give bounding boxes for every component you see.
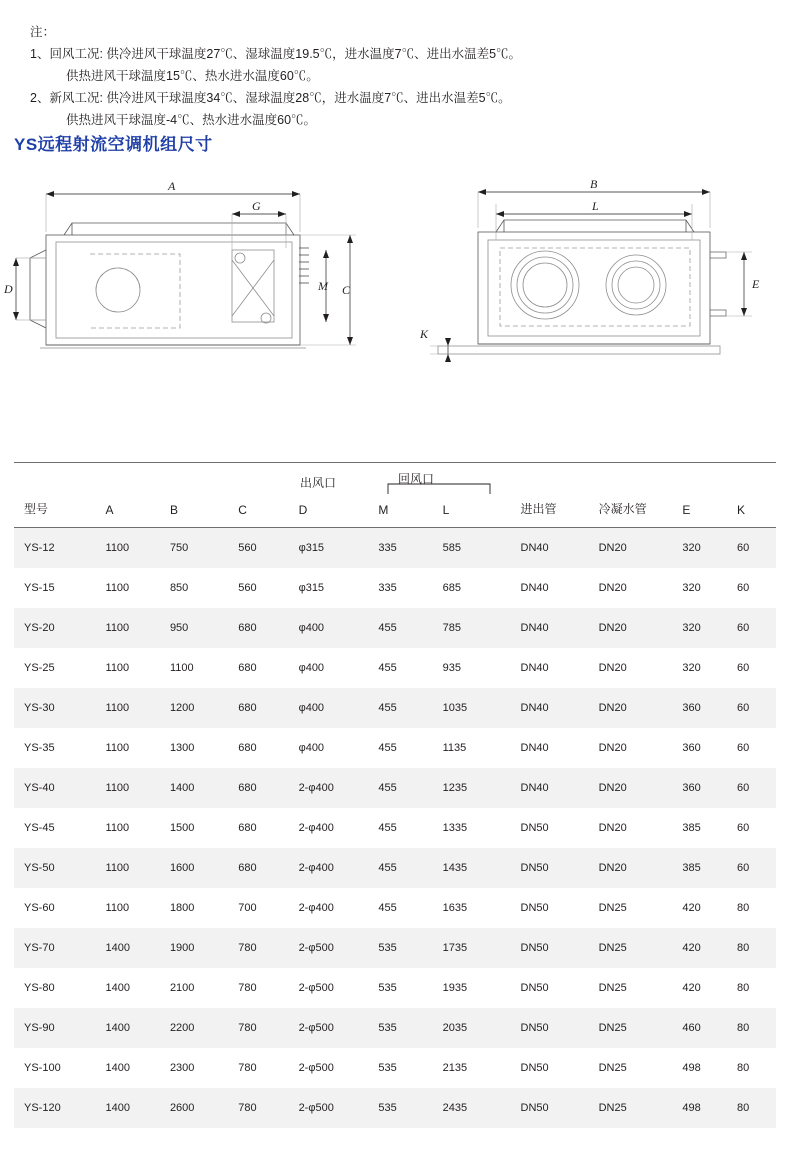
table-body bbox=[14, 528, 776, 1129]
note-line-2: 供热进风干球温度15℃、热水进水温度60℃。 bbox=[66, 68, 319, 83]
cell-c: 680 bbox=[238, 822, 257, 834]
cell-b: 1100 bbox=[169, 662, 194, 674]
cell-b: 1900 bbox=[170, 928, 238, 968]
cell-pipe: DN40 bbox=[520, 742, 549, 754]
cell-k: 60 bbox=[736, 662, 750, 674]
cell-m: 455 bbox=[378, 822, 397, 834]
cell-c: 780 bbox=[238, 1008, 298, 1048]
cell-m: 455 bbox=[378, 688, 442, 728]
col-header-c: C bbox=[238, 463, 298, 528]
table-row bbox=[14, 928, 776, 968]
cell-condensate: DN20 bbox=[599, 688, 683, 728]
cell-condensate: DN20 bbox=[599, 608, 683, 648]
table-row bbox=[14, 648, 776, 688]
group-header-outlet: 出风口 bbox=[300, 476, 337, 490]
cell-pipe: DN40 bbox=[520, 662, 549, 674]
cell-k: 80 bbox=[737, 1008, 776, 1048]
cell-e: 498 bbox=[682, 1088, 737, 1128]
cell-l: 2135 bbox=[442, 1062, 468, 1074]
cell-k: 60 bbox=[737, 768, 776, 808]
cell-condensate: DN20 bbox=[598, 822, 627, 834]
cell-e: 360 bbox=[682, 768, 737, 808]
cell-b: 1800 bbox=[169, 902, 195, 914]
cell-b: 1200 bbox=[170, 688, 238, 728]
cell-model: YS-12 bbox=[14, 528, 106, 569]
cell-model: YS-15 bbox=[24, 582, 55, 594]
dim-label-M: M bbox=[318, 279, 328, 293]
cell-condensate: DN20 bbox=[598, 662, 627, 674]
cell-a: 1400 bbox=[106, 1008, 170, 1048]
table-row bbox=[14, 608, 776, 648]
cell-m: 455 bbox=[378, 768, 442, 808]
col-header-d: D bbox=[299, 463, 379, 528]
cell-c: 680 bbox=[238, 768, 298, 808]
dim-label-D: D bbox=[4, 282, 13, 296]
cell-condensate: DN25 bbox=[598, 902, 627, 914]
cell-model: YS-20 bbox=[14, 608, 106, 648]
cell-condensate: DN20 bbox=[599, 528, 683, 569]
cell-e: 320 bbox=[682, 662, 701, 674]
cell-k: 80 bbox=[736, 982, 750, 994]
cell-l: 1935 bbox=[442, 982, 468, 994]
cell-c: 700 bbox=[238, 902, 257, 914]
dimension-drawing bbox=[0, 170, 790, 430]
cell-pipe: DN50 bbox=[520, 822, 549, 834]
cell-c: 680 bbox=[238, 662, 257, 674]
cell-model: YS-80 bbox=[24, 982, 55, 994]
cell-d: 2-φ500 bbox=[298, 982, 334, 994]
cell-a: 1400 bbox=[105, 1062, 130, 1074]
cell-l: 2435 bbox=[443, 1088, 521, 1128]
cell-e: 420 bbox=[682, 928, 737, 968]
cell-k: 60 bbox=[737, 608, 776, 648]
cell-condensate: DN20 bbox=[599, 768, 683, 808]
cell-m: 335 bbox=[378, 582, 397, 594]
cell-l: 935 bbox=[442, 662, 461, 674]
dim-label-A: A bbox=[168, 179, 176, 193]
cell-k: 60 bbox=[736, 742, 750, 754]
cell-d: φ400 bbox=[299, 688, 379, 728]
table-row bbox=[14, 528, 776, 569]
col-header-l: L bbox=[443, 463, 521, 528]
cell-model: YS-30 bbox=[14, 688, 106, 728]
cell-d: 2-φ500 bbox=[299, 928, 379, 968]
cell-a: 1100 bbox=[105, 902, 130, 914]
cell-d: 2-φ400 bbox=[298, 822, 334, 834]
cell-a: 1100 bbox=[105, 742, 130, 754]
table-row bbox=[14, 848, 776, 888]
cell-m: 455 bbox=[378, 848, 442, 888]
cell-b: 1300 bbox=[169, 742, 195, 754]
cell-d: φ400 bbox=[299, 608, 379, 648]
cell-b: 2100 bbox=[169, 982, 195, 994]
table-row bbox=[14, 568, 776, 608]
cell-model: YS-50 bbox=[14, 848, 106, 888]
cell-a: 1400 bbox=[106, 928, 170, 968]
dim-label-E: E bbox=[752, 277, 760, 291]
cell-l: 1435 bbox=[443, 848, 521, 888]
cell-b: 850 bbox=[169, 582, 189, 594]
table-row bbox=[14, 808, 776, 848]
cell-c: 680 bbox=[238, 608, 298, 648]
dim-label-C: C bbox=[342, 283, 351, 297]
cell-l: 1235 bbox=[443, 768, 521, 808]
cell-c: 560 bbox=[238, 528, 298, 569]
cell-l: 585 bbox=[443, 528, 521, 569]
cell-k: 60 bbox=[737, 848, 776, 888]
cell-a: 1400 bbox=[105, 982, 130, 994]
cell-a: 1100 bbox=[106, 608, 170, 648]
cell-e: 385 bbox=[682, 822, 701, 834]
cell-model: YS-25 bbox=[24, 662, 55, 674]
notes-title: 注： bbox=[30, 25, 56, 39]
cell-m: 455 bbox=[378, 902, 397, 914]
col-header-m: M bbox=[378, 463, 442, 528]
cell-pipe: DN50 bbox=[521, 928, 599, 968]
note-line-4: 供热进风干球温度-4℃、热水进水温度60℃。 bbox=[66, 112, 317, 127]
cell-d: 2-φ500 bbox=[299, 1008, 379, 1048]
cell-model: YS-120 bbox=[14, 1088, 106, 1128]
cell-m: 335 bbox=[378, 528, 442, 569]
cell-m: 535 bbox=[378, 928, 442, 968]
cell-d: φ315 bbox=[299, 528, 379, 569]
dim-label-L: L bbox=[592, 199, 599, 213]
cell-c: 780 bbox=[238, 1088, 298, 1128]
cell-l: 685 bbox=[442, 582, 461, 594]
cell-m: 455 bbox=[378, 608, 442, 648]
cell-a: 1100 bbox=[105, 662, 130, 674]
cell-pipe: DN50 bbox=[521, 848, 599, 888]
cell-pipe: DN50 bbox=[521, 1088, 599, 1128]
cell-k: 60 bbox=[737, 688, 776, 728]
cell-e: 360 bbox=[682, 688, 737, 728]
dim-label-G: G bbox=[252, 199, 261, 213]
note-line-1: 1、回风工况: 供冷进风干球温度27℃、湿球温度19.5℃，进水温度7℃、进出水温差5℃。 bbox=[30, 46, 522, 61]
cell-condensate: DN20 bbox=[598, 582, 627, 594]
table-row bbox=[14, 968, 776, 1008]
cell-k: 80 bbox=[736, 902, 750, 914]
cell-pipe: DN40 bbox=[521, 528, 599, 569]
col-header-b: B bbox=[170, 463, 238, 528]
col-header-a: A bbox=[106, 463, 170, 528]
cell-model: YS-70 bbox=[14, 928, 106, 968]
table-header bbox=[14, 463, 776, 528]
cell-b: 1400 bbox=[170, 768, 238, 808]
col-header-e: E bbox=[682, 463, 737, 528]
cell-model: YS-100 bbox=[24, 1062, 61, 1074]
cell-a: 1400 bbox=[106, 1088, 170, 1128]
cell-condensate: DN25 bbox=[598, 982, 627, 994]
table-row bbox=[14, 888, 776, 928]
cell-e: 385 bbox=[682, 848, 737, 888]
cell-condensate: DN25 bbox=[599, 1008, 683, 1048]
cell-d: φ315 bbox=[298, 582, 325, 594]
table-row bbox=[14, 688, 776, 728]
cell-m: 455 bbox=[378, 742, 397, 754]
cell-model: YS-90 bbox=[14, 1008, 106, 1048]
cell-b: 1500 bbox=[169, 822, 195, 834]
cell-model: YS-60 bbox=[24, 902, 55, 914]
spec-table bbox=[14, 462, 776, 1128]
cell-e: 320 bbox=[682, 582, 701, 594]
cell-l: 1335 bbox=[442, 822, 468, 834]
cell-m: 535 bbox=[378, 1088, 442, 1128]
cell-condensate: DN25 bbox=[599, 928, 683, 968]
note-line-3: 2、新风工况: 供冷进风干球温度34℃、湿球温度28℃，进水温度7℃、进出水温差5℃。 bbox=[30, 90, 511, 105]
cell-a: 1100 bbox=[106, 848, 170, 888]
cell-d: 2-φ400 bbox=[299, 768, 379, 808]
cell-d: 2-φ500 bbox=[299, 1088, 379, 1128]
cell-e: 498 bbox=[682, 1062, 701, 1074]
notes-block bbox=[30, 22, 760, 131]
cell-model: YS-35 bbox=[24, 742, 55, 754]
cell-c: 780 bbox=[238, 982, 257, 994]
cell-k: 60 bbox=[737, 528, 776, 569]
table-row bbox=[14, 768, 776, 808]
cell-e: 360 bbox=[682, 742, 701, 754]
cell-b: 1600 bbox=[170, 848, 238, 888]
cell-a: 1100 bbox=[106, 768, 170, 808]
cell-c: 680 bbox=[238, 848, 298, 888]
cell-m: 535 bbox=[378, 1062, 397, 1074]
cell-c: 560 bbox=[238, 582, 257, 594]
cell-k: 80 bbox=[737, 1088, 776, 1128]
cell-k: 80 bbox=[736, 1062, 750, 1074]
cell-a: 1100 bbox=[105, 582, 130, 594]
cell-b: 950 bbox=[170, 608, 238, 648]
dim-label-B: B bbox=[590, 177, 598, 191]
cell-e: 320 bbox=[682, 608, 737, 648]
cell-e: 460 bbox=[682, 1008, 737, 1048]
cell-l: 2035 bbox=[443, 1008, 521, 1048]
col-header-condensate: 冷凝水管 bbox=[599, 463, 683, 528]
cell-l: 1735 bbox=[443, 928, 521, 968]
cell-e: 420 bbox=[682, 982, 701, 994]
cell-k: 60 bbox=[736, 822, 750, 834]
cell-m: 535 bbox=[378, 982, 397, 994]
cell-condensate: DN25 bbox=[599, 1088, 683, 1128]
cell-pipe: DN50 bbox=[520, 1062, 549, 1074]
col-header-k: K bbox=[737, 463, 776, 528]
cell-c: 680 bbox=[238, 688, 298, 728]
cell-pipe: DN50 bbox=[521, 1008, 599, 1048]
group-header-inlet: 回风口 bbox=[398, 472, 435, 486]
cell-pipe: DN40 bbox=[521, 688, 599, 728]
cell-model: YS-45 bbox=[24, 822, 55, 834]
cell-b: 2600 bbox=[170, 1088, 238, 1128]
table-row bbox=[14, 1088, 776, 1128]
cell-l: 1635 bbox=[442, 902, 468, 914]
cell-d: φ400 bbox=[298, 662, 325, 674]
cell-a: 1100 bbox=[106, 528, 170, 569]
cell-d: φ400 bbox=[298, 742, 325, 754]
table-row bbox=[14, 1048, 776, 1088]
cell-pipe: DN40 bbox=[521, 608, 599, 648]
dim-label-K: K bbox=[420, 327, 429, 341]
col-header-model: 型号 bbox=[14, 463, 106, 528]
cell-k: 80 bbox=[737, 928, 776, 968]
cell-l: 785 bbox=[443, 608, 521, 648]
table-row bbox=[14, 1008, 776, 1048]
cell-a: 1100 bbox=[105, 822, 130, 834]
col-header-pipe: 进出管 bbox=[521, 463, 599, 528]
cell-condensate: DN20 bbox=[598, 742, 627, 754]
cell-c: 780 bbox=[238, 1062, 257, 1074]
section-heading: YS远程射流空调机组尺寸 bbox=[14, 135, 213, 154]
cell-d: 2-φ400 bbox=[298, 902, 334, 914]
cell-d: 2-φ500 bbox=[298, 1062, 334, 1074]
cell-pipe: DN50 bbox=[520, 902, 549, 914]
cell-d: 2-φ400 bbox=[299, 848, 379, 888]
cell-k: 60 bbox=[736, 582, 750, 594]
cell-l: 1035 bbox=[443, 688, 521, 728]
cell-condensate: DN20 bbox=[599, 848, 683, 888]
cell-condensate: DN25 bbox=[598, 1062, 627, 1074]
cell-l: 1135 bbox=[442, 742, 467, 754]
cell-pipe: DN40 bbox=[521, 768, 599, 808]
cell-e: 420 bbox=[682, 902, 701, 914]
cell-b: 750 bbox=[170, 528, 238, 569]
cell-a: 1100 bbox=[106, 688, 170, 728]
table-row bbox=[14, 728, 776, 768]
cell-m: 455 bbox=[378, 662, 397, 674]
cell-c: 780 bbox=[238, 928, 298, 968]
cell-pipe: DN50 bbox=[520, 982, 549, 994]
cell-m: 535 bbox=[378, 1008, 442, 1048]
cell-b: 2300 bbox=[169, 1062, 195, 1074]
cell-pipe: DN40 bbox=[520, 582, 549, 594]
cell-e: 320 bbox=[682, 528, 737, 569]
cell-b: 2200 bbox=[170, 1008, 238, 1048]
cell-model: YS-40 bbox=[14, 768, 106, 808]
cell-c: 680 bbox=[238, 742, 257, 754]
